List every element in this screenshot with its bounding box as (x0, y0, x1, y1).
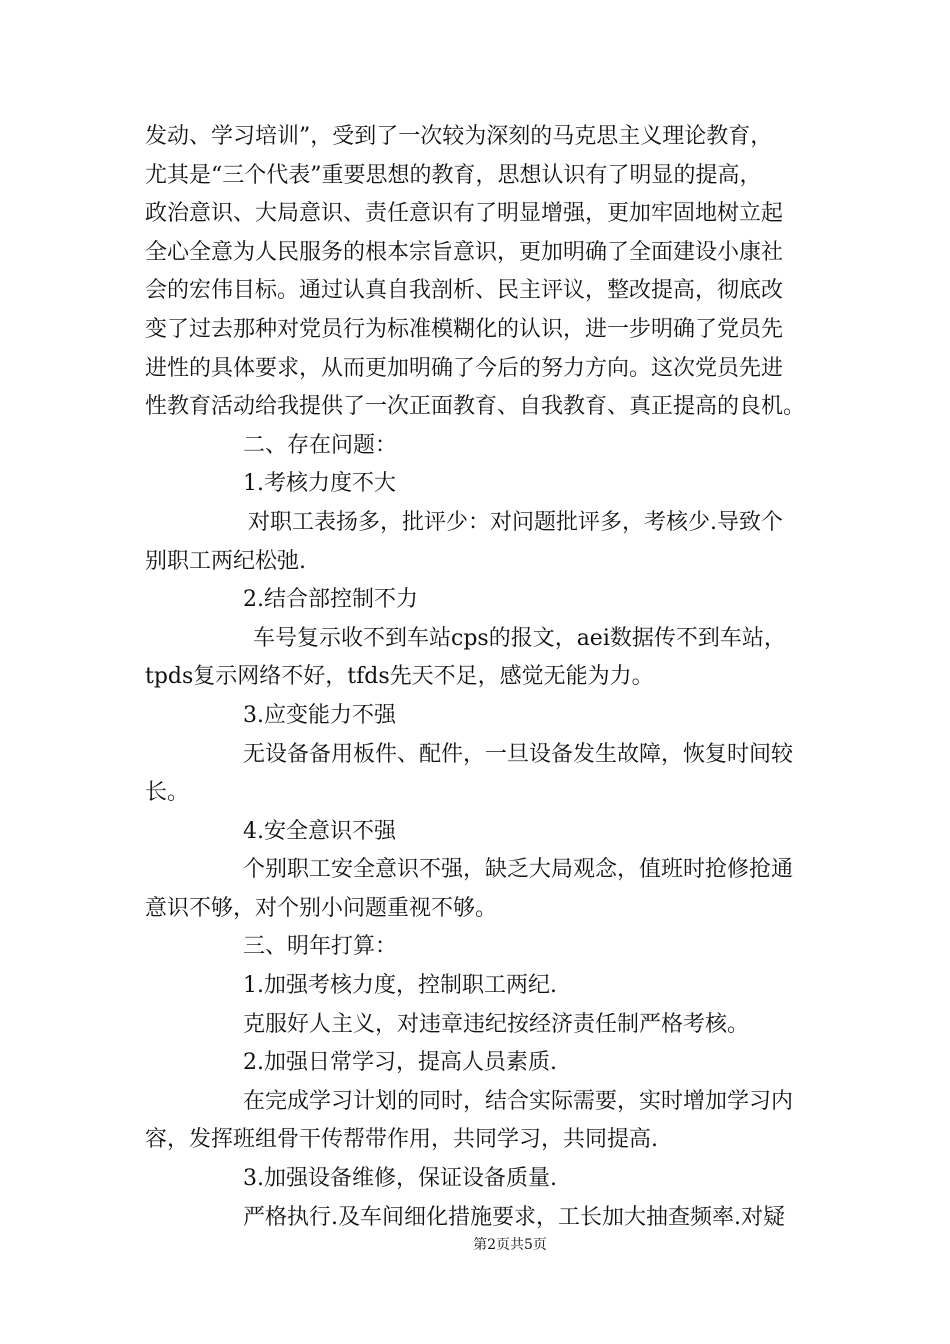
paragraph-line: 意识不够，对个别小问题重视不够。 (145, 895, 498, 921)
paragraph-line: 对职工表扬多，批评少：对问题批评多，考核少.导致个 (248, 509, 783, 535)
paragraph-line: 全心全意为人民服务的根本宗旨意识，更加明确了全面建设小康社 (145, 239, 784, 265)
section-heading: 三、明年打算： (243, 934, 398, 960)
paragraph-line: 政治意识、大局意识、责任意识有了明显增强，更加牢固地树立起 (145, 201, 784, 227)
paragraph-line: 变了过去那种对党员行为标准模糊化的认识，进一步明确了党员先 (145, 316, 784, 342)
paragraph-line: 性教育活动给我提供了一次正面教育、自我教育、真正提高的良机。 (145, 394, 806, 420)
item-heading: 3.加强设备维修，保证设备质量. (243, 1166, 557, 1192)
paragraph-line: 尤其是“三个代表”重要思想的教育，思想认识有了明显的提高， (145, 162, 762, 188)
item-heading: 2.结合部控制不力 (243, 587, 418, 613)
paragraph-line: 容，发挥班组骨干传帮带作用，共同学习，共同提高. (145, 1127, 658, 1153)
paragraph-line: 克服好人主义，对违章违纪按经济责任制严格考核。 (243, 1011, 750, 1037)
item-heading: 1.加强考核力度，控制职工两纪. (243, 973, 557, 999)
section-heading: 二、存在问题： (243, 432, 398, 458)
paragraph-line: 发动、学习培训”，受到了一次较为深刻的马克思主义理论教育， (145, 124, 773, 149)
paragraph-line: 长。 (145, 780, 190, 806)
paragraph-line: 个别职工安全意识不强，缺乏大局观念，值班时抢修抢通 (243, 857, 794, 883)
item-heading: 1.考核力度不大 (243, 471, 396, 497)
paragraph-line: 进性的具体要求，从而更加明确了今后的努力方向。这次党员先进 (145, 355, 784, 381)
document-body (145, 118, 813, 1237)
paragraph-line: 在完成学习计划的同时，结合实际需要，实时增加学习内 (243, 1088, 794, 1114)
page-number-footer: 第2页共5页 (473, 1237, 547, 1253)
paragraph-line: 会的宏伟目标。通过认真自我剖析、民主评议，整改提高，彻底改 (145, 278, 784, 304)
paragraph-line: 车号复示收不到车站cps的报文，aei数据传不到车站， (253, 625, 786, 651)
paragraph-line: 严格执行.及车间细化措施要求，工长加大抽查频率.对疑 (243, 1204, 785, 1230)
paragraph-line: tpds复示网络不好，tfds先天不足，感觉无能为力。 (145, 664, 654, 690)
paragraph-line: 别职工两纪松弛. (145, 548, 306, 574)
item-heading: 3.应变能力不强 (243, 702, 396, 728)
item-heading: 4.安全意识不强 (243, 818, 396, 844)
item-heading: 2.加强日常学习，提高人员素质. (243, 1050, 557, 1076)
paragraph-line: 无设备备用板件、配件，一旦设备发生故障，恢复时间较 (243, 741, 794, 767)
